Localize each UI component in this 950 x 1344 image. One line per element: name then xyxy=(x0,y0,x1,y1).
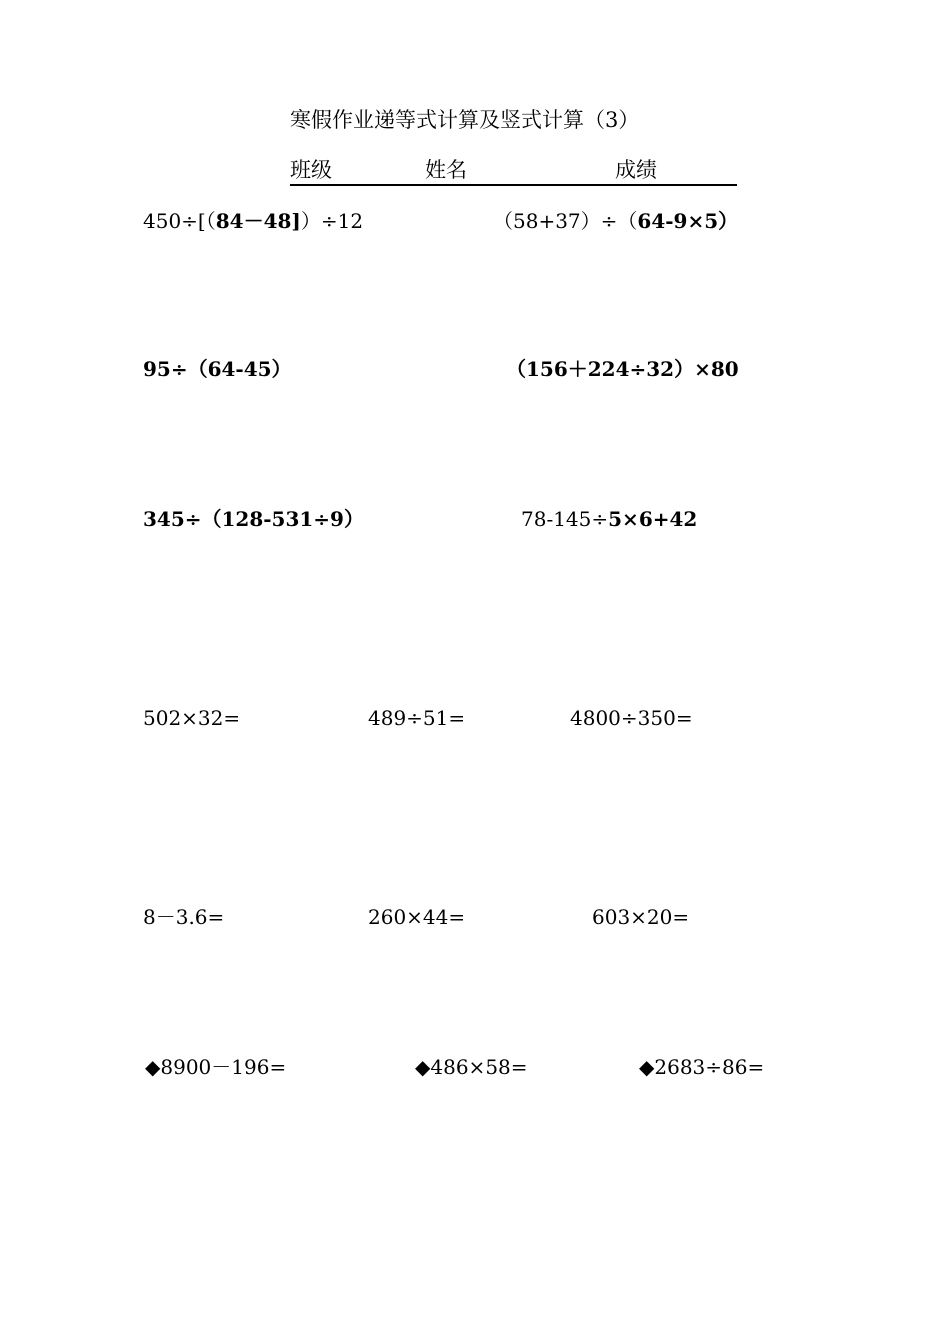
problem-2-part-a: （58+37）÷（ xyxy=(493,209,638,233)
problem-1-part-a: 450÷[（ xyxy=(143,209,216,233)
problem-11: 260×44= xyxy=(368,905,466,929)
problem-13: ◆8900－196= xyxy=(145,1055,287,1079)
problem-2 xyxy=(493,209,738,233)
problem-6 xyxy=(521,507,697,531)
problem-8: 489÷51= xyxy=(368,706,466,730)
header-underline xyxy=(290,184,737,186)
problem-7: 502×32= xyxy=(143,706,241,730)
problem-9: 4800÷350= xyxy=(570,706,693,730)
problem-10: 8－3.6= xyxy=(143,905,225,929)
name-label: 姓名 xyxy=(425,158,467,182)
score-label: 成绩 xyxy=(615,158,657,182)
class-label: 班级 xyxy=(290,158,332,182)
problem-15: ◆2683÷86= xyxy=(639,1055,765,1079)
problem-1-part-c: ）÷12 xyxy=(300,209,364,233)
problem-3: 95÷（64-45） xyxy=(143,357,292,381)
problem-4: （156＋224÷32）×80 xyxy=(506,357,739,381)
problem-1-part-b: 84－48] xyxy=(215,209,301,233)
problem-6-part-b: 5×6+42 xyxy=(608,507,698,531)
problem-12: 603×20= xyxy=(592,905,690,929)
problem-14: ◆486×58= xyxy=(415,1055,528,1079)
problem-6-part-a: 78-145÷ xyxy=(521,507,609,531)
worksheet-title: 寒假作业递等式计算及竖式计算（3） xyxy=(290,108,640,132)
problem-2-part-b: 64-9×5） xyxy=(637,209,739,233)
problem-1 xyxy=(143,209,363,233)
problem-5: 345÷（128-531÷9） xyxy=(143,507,364,531)
